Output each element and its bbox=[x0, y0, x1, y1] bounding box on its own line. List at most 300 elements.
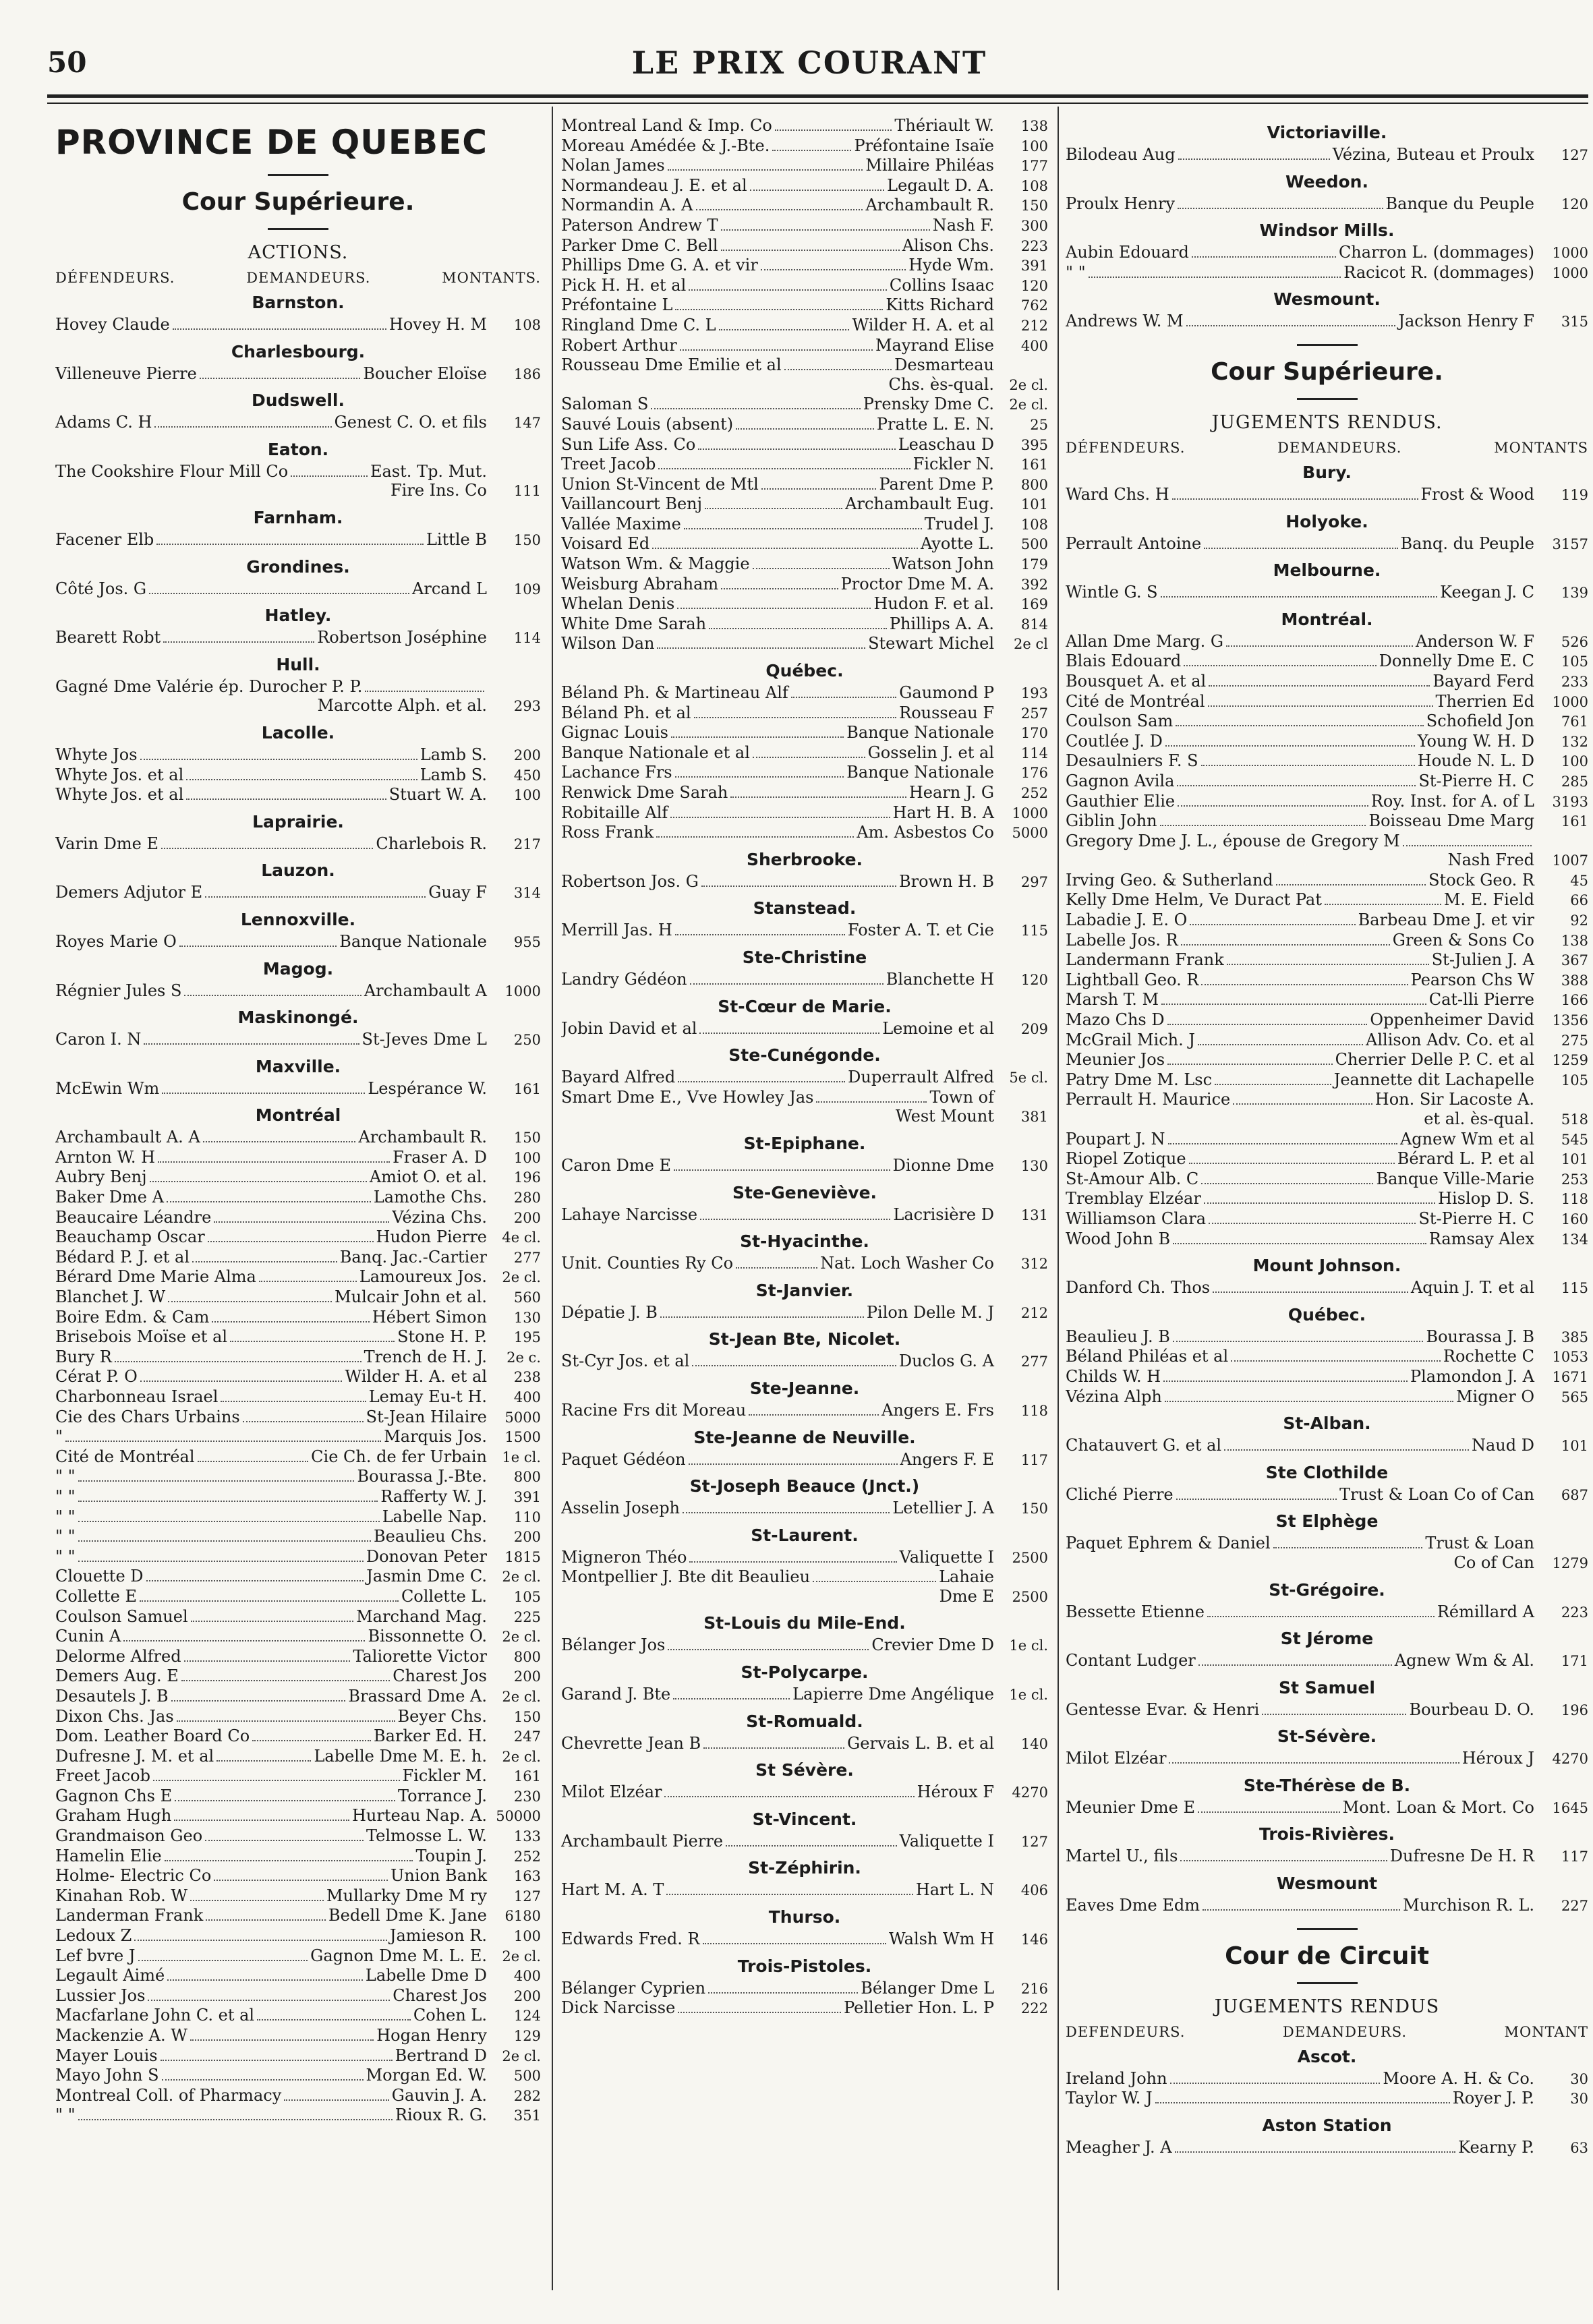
defendant: Hovey Claude bbox=[55, 315, 170, 334]
defendant: Villeneuve Pierre bbox=[55, 364, 197, 383]
table-row bbox=[561, 395, 1048, 415]
table-row bbox=[55, 1347, 541, 1368]
plaintiff: Green & Sons Co bbox=[1392, 930, 1534, 950]
location-heading: Melbourne. bbox=[1273, 560, 1381, 581]
defendant: Wood John B bbox=[1066, 1229, 1171, 1248]
table-row bbox=[55, 413, 541, 433]
defendant: Coulson Samuel bbox=[55, 1606, 188, 1626]
table-row bbox=[561, 116, 1048, 136]
amount: 800 bbox=[513, 1469, 541, 1486]
dot-leader bbox=[1178, 208, 1383, 209]
defendant: Cliché Pierre bbox=[1066, 1484, 1174, 1504]
dot-leader bbox=[1273, 1547, 1423, 1548]
amount: 127 bbox=[1561, 147, 1588, 163]
defendant: Milot Elzéar bbox=[561, 1782, 662, 1802]
dot-leader bbox=[651, 408, 860, 409]
amount: 114 bbox=[1020, 745, 1048, 761]
amount: 100 bbox=[513, 1928, 541, 1945]
table-row bbox=[1066, 832, 1588, 851]
amount: 280 bbox=[513, 1190, 541, 1207]
dot-leader bbox=[1155, 2102, 1450, 2103]
defendant: Facener Elb bbox=[55, 529, 154, 549]
defendant: Whyte Jos. et al bbox=[55, 785, 184, 805]
location-heading: St Jérome bbox=[1280, 1629, 1374, 1649]
defendant: " " bbox=[1066, 262, 1086, 282]
plaintiff: M. E. Field bbox=[1443, 890, 1534, 910]
location-heading: Ste-Cunégonde. bbox=[728, 1045, 881, 1066]
plaintiff: Vézina Chs. bbox=[392, 1207, 487, 1227]
plaintiff: Leaschau D bbox=[898, 434, 994, 454]
location-heading: Barnston. bbox=[252, 293, 345, 312]
amount: 120 bbox=[1020, 277, 1048, 294]
dot-leader bbox=[703, 1943, 887, 1944]
defendant: Vézina Alph bbox=[1066, 1387, 1162, 1406]
table-row bbox=[561, 1998, 1048, 2018]
amount: 131 bbox=[1020, 1207, 1048, 1223]
plaintiff: Hyde Wm. bbox=[908, 256, 994, 275]
amount: 1000 bbox=[1552, 245, 1588, 262]
dot-leader bbox=[736, 1267, 817, 1269]
plaintiff: Banque Nationale bbox=[846, 763, 994, 782]
amount: 238 bbox=[513, 1369, 541, 1386]
dot-leader bbox=[666, 1894, 913, 1895]
defendant: Graham Hugh bbox=[55, 1806, 172, 1826]
table-row bbox=[55, 1407, 541, 1428]
column-2 bbox=[561, 116, 1048, 2018]
short-rule bbox=[1297, 344, 1358, 346]
plaintiff: Agnew Wm & Al. bbox=[1394, 1651, 1534, 1671]
table-row bbox=[561, 276, 1048, 296]
location-heading: St Sévère. bbox=[755, 1760, 854, 1780]
defendant: Coulson Sam bbox=[1066, 711, 1174, 731]
location-heading: Mount Johnson. bbox=[1252, 1256, 1401, 1276]
dot-leader bbox=[1167, 1064, 1333, 1065]
defendant: Migneron Théo bbox=[561, 1547, 687, 1567]
table-row bbox=[55, 2066, 541, 2086]
plaintiff: Lamothe Chs. bbox=[373, 1188, 487, 1207]
dot-leader bbox=[736, 428, 874, 430]
table-row bbox=[55, 1627, 541, 1647]
amount: 160 bbox=[1561, 1211, 1588, 1227]
plaintiff: Donnelly Dme E. C bbox=[1379, 651, 1534, 671]
defendant: Gagné Dme Valérie ép. Durocher P. P. bbox=[55, 676, 363, 696]
defendant: Bérard Dme Marie Alma bbox=[55, 1267, 256, 1287]
defendant: Régnier Jules S bbox=[55, 981, 182, 1000]
plaintiff: Millaire Philéas bbox=[865, 156, 994, 175]
table-row bbox=[1066, 1700, 1588, 1720]
table-row bbox=[1066, 1209, 1588, 1229]
plaintiff: Banque du Peuple bbox=[1385, 194, 1534, 213]
defendant: Edwards Fred. R bbox=[561, 1929, 700, 1949]
dot-leader bbox=[753, 757, 865, 758]
location-heading: St-Sévère. bbox=[1277, 1726, 1377, 1747]
defendant: Weisburg Abraham bbox=[561, 574, 719, 593]
table-row-continuation bbox=[55, 481, 541, 501]
defendant: Bessette Etienne bbox=[1066, 1602, 1205, 1621]
table-row bbox=[55, 834, 541, 854]
defendant: St-Cyr Jos. et al bbox=[561, 1352, 690, 1371]
dot-leader bbox=[675, 934, 845, 935]
plaintiff: Banque Nationale bbox=[339, 931, 487, 951]
location-heading: Windsor Mills. bbox=[1259, 221, 1395, 241]
amount: 814 bbox=[1020, 616, 1048, 633]
defendant: " " bbox=[55, 1507, 76, 1526]
defendant: Robitaille Alf bbox=[561, 803, 668, 822]
location-heading: Lennoxville. bbox=[240, 909, 356, 929]
table-row bbox=[561, 136, 1048, 156]
location-heading: St Samuel bbox=[1279, 1677, 1375, 1697]
defendant: Paterson Andrew T bbox=[561, 215, 718, 235]
amount: 108 bbox=[1020, 177, 1048, 194]
amount: 200 bbox=[513, 1529, 541, 1546]
table-row bbox=[55, 1248, 541, 1268]
amount: 4270 bbox=[1012, 1784, 1048, 1801]
dot-leader bbox=[721, 229, 930, 231]
plaintiff: Rafferty W. J. bbox=[380, 1486, 487, 1506]
dot-leader bbox=[1180, 1860, 1387, 1861]
dot-leader bbox=[700, 1219, 890, 1220]
dot-leader bbox=[689, 1463, 898, 1465]
defendant: Cité de Montréal bbox=[55, 1447, 195, 1466]
plaintiff: Bedell Dme K. Jane bbox=[328, 1906, 487, 1925]
defendant: Cunin A bbox=[55, 1627, 121, 1646]
table-row bbox=[1066, 931, 1588, 951]
amount: 400 bbox=[1020, 337, 1048, 354]
short-rule bbox=[268, 228, 328, 230]
table-row bbox=[1066, 1485, 1588, 1505]
amount: 1000 bbox=[504, 983, 541, 999]
table-row bbox=[561, 1979, 1048, 1999]
table-row-continuation bbox=[561, 375, 1048, 395]
defendant: Adams C. H bbox=[55, 413, 152, 432]
defendant: Labadie J. E. O bbox=[1066, 910, 1188, 930]
amount: 315 bbox=[1561, 314, 1588, 330]
defendant: Beaucaire Léandre bbox=[55, 1207, 212, 1227]
plaintiff: Jackson Henry F bbox=[1398, 312, 1534, 331]
table-row bbox=[561, 1685, 1048, 1705]
defendant: Racine Frs dit Moreau bbox=[561, 1400, 747, 1420]
amount: 314 bbox=[513, 885, 541, 902]
defendant: Lachance Frs bbox=[561, 763, 672, 782]
amount: 1500 bbox=[504, 1429, 541, 1446]
plaintiff: Keegan J. C bbox=[1440, 583, 1534, 602]
location-heading: St-Alban. bbox=[1283, 1414, 1371, 1434]
plaintiff: Lapierre Dme Angélique bbox=[792, 1685, 994, 1704]
location-heading: Holyoke. bbox=[1285, 511, 1368, 531]
table-row bbox=[561, 872, 1048, 892]
defendant: Treet Jacob bbox=[561, 455, 656, 474]
amount: 2e cl. bbox=[502, 1748, 541, 1765]
plaintiff: Charest Jos bbox=[393, 1985, 487, 2005]
table-row bbox=[55, 1747, 541, 1767]
plaintiff: Young W. H. D bbox=[1417, 731, 1534, 751]
plaintiff: Telmosse L. W. bbox=[366, 1826, 487, 1846]
amount: 196 bbox=[513, 1169, 541, 1186]
defendant: Freet Jacob bbox=[55, 1766, 150, 1786]
plaintiff: Fraser A. D bbox=[393, 1147, 487, 1167]
amount: 252 bbox=[1020, 785, 1048, 801]
plaintiff: Gauvin J. A. bbox=[391, 2085, 487, 2105]
dot-leader bbox=[123, 1640, 365, 1642]
table-row bbox=[561, 743, 1048, 763]
table-row bbox=[561, 355, 1048, 375]
table-row bbox=[1066, 145, 1588, 165]
dot-leader bbox=[78, 1561, 364, 1562]
dot-leader bbox=[668, 169, 863, 171]
defendant: McEwin Wm bbox=[55, 1078, 160, 1098]
amount: 134 bbox=[1561, 1231, 1588, 1248]
dot-leader bbox=[1176, 725, 1423, 726]
location-heading: Maskinongé. bbox=[237, 1008, 359, 1028]
plaintiff: Prensky Dme C. bbox=[863, 395, 994, 414]
location-heading: St-Vincent. bbox=[752, 1809, 857, 1829]
plaintiff: Mulcair John et al. bbox=[335, 1287, 487, 1307]
defendant: Béland Ph. & Martineau Alf bbox=[561, 683, 788, 703]
defendant: Holme- Electric Co bbox=[55, 1866, 212, 1886]
defendant: Meagher J. A bbox=[1066, 2137, 1172, 2157]
plaintiff: Hearn J. G bbox=[908, 783, 994, 802]
table-row bbox=[1066, 1030, 1588, 1051]
table-row bbox=[561, 1019, 1048, 1039]
plaintiff: Genest C. O. et fils bbox=[334, 413, 487, 432]
dot-leader bbox=[677, 608, 871, 609]
plaintiff: Racicot R. (dommages) bbox=[1343, 262, 1534, 282]
amount: 293 bbox=[513, 698, 541, 715]
plaintiff: Hudon F. et al. bbox=[873, 594, 994, 614]
dot-leader bbox=[689, 289, 887, 291]
dot-leader bbox=[775, 129, 892, 131]
dot-leader bbox=[1161, 1004, 1426, 1005]
defendant: Mackenzie A. W bbox=[55, 2026, 187, 2045]
defendant: Caron I. N bbox=[55, 1030, 142, 1049]
amount: 1815 bbox=[504, 1548, 541, 1565]
dot-leader bbox=[1184, 665, 1376, 666]
amount: 139 bbox=[1561, 585, 1588, 602]
location-heading: St-Romuald. bbox=[746, 1711, 863, 1731]
table-row bbox=[561, 634, 1048, 654]
table-row bbox=[561, 1254, 1048, 1274]
dot-leader bbox=[1165, 745, 1415, 747]
amount: 109 bbox=[513, 581, 541, 598]
amount: 2e cl. bbox=[1009, 397, 1048, 413]
table-row bbox=[561, 554, 1048, 575]
table-row bbox=[1066, 263, 1588, 283]
dot-leader bbox=[1178, 158, 1330, 160]
defendant: Ringland Dme C. L bbox=[561, 315, 716, 335]
defendant: Milot Elzéar bbox=[1066, 1749, 1167, 1768]
location-heading: Ste-Thérèse de B. bbox=[1243, 1775, 1411, 1795]
location-heading: Ste-Jeanne de Neuville. bbox=[693, 1427, 916, 1447]
plaintiff: Fickler N. bbox=[913, 455, 994, 474]
location-heading: Ste-Jeanne. bbox=[749, 1378, 860, 1398]
plaintiff: Archambault A bbox=[364, 981, 487, 1000]
plaintiff: Banque Ville-Marie bbox=[1376, 1169, 1534, 1188]
location-heading: Sherbrooke. bbox=[746, 849, 863, 869]
plaintiff: Roy. Inst. for A. of L bbox=[1370, 791, 1534, 811]
amount: 1000 bbox=[1552, 264, 1588, 281]
defendant: Gignac Louis bbox=[561, 723, 668, 743]
plaintiff: Town of bbox=[929, 1087, 994, 1107]
defendant: Bilodeau Aug bbox=[1066, 145, 1176, 164]
table-row bbox=[1066, 692, 1588, 712]
column-headers bbox=[1066, 440, 1588, 456]
plaintiff: Dufresne De H. R bbox=[1389, 1847, 1534, 1866]
dot-leader bbox=[675, 309, 883, 310]
location-heading: Ste-Geneviève. bbox=[732, 1182, 877, 1202]
dot-leader bbox=[701, 885, 896, 887]
dot-leader bbox=[668, 1649, 869, 1650]
amount: 250 bbox=[513, 1032, 541, 1049]
plaintiff: Moore A. H. & Co. bbox=[1383, 2068, 1534, 2088]
amount: 216 bbox=[1020, 1980, 1048, 1997]
plaintiff: Charlebois R. bbox=[376, 834, 487, 853]
dot-leader bbox=[65, 1441, 381, 1442]
plaintiff: Taliorette Victor bbox=[353, 1646, 487, 1666]
plaintiff: Pratte L. E. N. bbox=[876, 414, 994, 434]
plaintiff: Robertson Joséphine bbox=[317, 628, 487, 647]
defendant: Ward Chs. H bbox=[1066, 484, 1169, 504]
plaintiff: Houde N. L. D bbox=[1417, 751, 1534, 771]
defendant: Tremblay Elzéar bbox=[1066, 1189, 1201, 1209]
location-heading: Ste Clothilde bbox=[1265, 1462, 1389, 1482]
dot-leader bbox=[184, 995, 361, 996]
defendant: Bury R bbox=[55, 1347, 112, 1366]
defendant: Clouette D bbox=[55, 1567, 144, 1586]
amount: 275 bbox=[1561, 1032, 1588, 1049]
plaintiff: Anderson W. F bbox=[1415, 631, 1534, 651]
plaintiff: Labelle Nap. bbox=[382, 1507, 487, 1526]
defendant: Perrault Antoine bbox=[1066, 533, 1202, 553]
amount: 500 bbox=[1020, 536, 1048, 553]
dot-leader bbox=[784, 369, 892, 370]
table-row bbox=[55, 579, 541, 600]
amount: 2e cl. bbox=[502, 1269, 541, 1286]
table-row bbox=[561, 196, 1048, 216]
column-divider bbox=[552, 107, 553, 2290]
plaintiff: Stock Geo. R bbox=[1428, 870, 1534, 890]
defendant: Phillips Dme G. A. et vir bbox=[561, 256, 758, 275]
location-heading: Laprairie. bbox=[252, 811, 344, 832]
plaintiff: Vézina, Buteau et Proulx bbox=[1332, 145, 1534, 164]
plaintiff: Lamoureux Jos. bbox=[359, 1267, 487, 1287]
defendant: Landermann Frank bbox=[1066, 950, 1224, 970]
table-row bbox=[1066, 990, 1588, 1010]
plaintiff: St-Jeves Dme L bbox=[361, 1030, 487, 1049]
table-row bbox=[1066, 1651, 1588, 1671]
table-row bbox=[561, 475, 1048, 495]
amount: 4270 bbox=[1552, 1751, 1588, 1768]
section-subtitle: JUGEMENTS RENDUS. bbox=[1211, 411, 1443, 433]
amount: 120 bbox=[1561, 196, 1588, 212]
amount: 1000 bbox=[1552, 693, 1588, 710]
location-heading: Montréal bbox=[255, 1105, 341, 1126]
dot-leader bbox=[177, 1720, 395, 1722]
defendant: Dick Narcisse bbox=[561, 1998, 676, 2018]
defendant: Nolan James bbox=[561, 156, 665, 175]
plaintiff: Bérard L. P. et al bbox=[1397, 1149, 1534, 1169]
amount: 200 bbox=[513, 1987, 541, 2004]
dot-leader bbox=[1089, 277, 1341, 278]
table-row-continuation bbox=[561, 1107, 1048, 1127]
amount: 5000 bbox=[1012, 825, 1048, 842]
dot-leader bbox=[181, 1680, 390, 1681]
plaintiff: Proctor Dme M. A. bbox=[840, 574, 994, 593]
plaintiff: Legault D. A. bbox=[887, 175, 994, 195]
defendant: Whyte Jos bbox=[55, 745, 138, 764]
defendant: Bousquet A. et al bbox=[1066, 671, 1207, 691]
defendant: Bearett Robt bbox=[55, 628, 161, 647]
defendant: Chatauvert G. et al bbox=[1066, 1436, 1222, 1455]
dot-leader bbox=[1204, 548, 1397, 549]
amount: 111 bbox=[513, 483, 541, 500]
defendant: Caron Dme E bbox=[561, 1155, 672, 1175]
amount: 200 bbox=[513, 747, 541, 763]
defendant: Pick H. H. et al bbox=[561, 275, 687, 295]
plaintiff: Wilder H. A. et al bbox=[852, 315, 994, 335]
plaintiff: St-Pierre H. C bbox=[1418, 771, 1534, 790]
amount: 118 bbox=[1020, 1402, 1048, 1419]
table-row bbox=[55, 1128, 541, 1148]
defendant: Gregory Dme J. L., épouse de Gregory M bbox=[1066, 831, 1400, 850]
defendant: Labelle Jos. R bbox=[1066, 930, 1178, 950]
table-row bbox=[55, 677, 541, 697]
dot-leader bbox=[670, 817, 890, 818]
plaintiff: Cat-lli Pierre bbox=[1428, 990, 1534, 1010]
plaintiff: Archambault Eug. bbox=[845, 494, 994, 514]
defendant: Merrill Jas. H bbox=[561, 921, 672, 940]
table-row bbox=[55, 1726, 541, 1747]
amount: 30 bbox=[1570, 2091, 1588, 2108]
plaintiff: Torrance J. bbox=[398, 1786, 487, 1805]
plaintiff: Amiot O. et al. bbox=[369, 1167, 487, 1187]
dot-leader bbox=[150, 1181, 367, 1182]
defendant: Gentesse Evar. & Henri bbox=[1066, 1700, 1260, 1719]
dot-leader bbox=[140, 1600, 399, 1602]
plaintiff: Cohen L. bbox=[413, 2006, 487, 2025]
location-heading: Victoriaville. bbox=[1267, 123, 1387, 142]
dot-leader bbox=[692, 1365, 896, 1366]
page-header bbox=[47, 42, 1571, 89]
table-row bbox=[55, 1666, 541, 1687]
table-row bbox=[55, 1327, 541, 1347]
defendant: St-Amour Alb. C bbox=[1066, 1169, 1199, 1188]
plaintiff: Little B bbox=[426, 529, 487, 549]
amount: 105 bbox=[513, 1588, 541, 1605]
table-row bbox=[1066, 772, 1588, 792]
dot-leader bbox=[690, 983, 884, 985]
amount: 66 bbox=[1570, 892, 1588, 909]
table-row bbox=[1066, 194, 1588, 214]
amount: 285 bbox=[1561, 773, 1588, 790]
dot-leader bbox=[78, 1521, 380, 1522]
plaintiff: Stone H. P. bbox=[397, 1327, 487, 1347]
dot-leader bbox=[365, 691, 484, 692]
location-heading: St-Grégoire. bbox=[1269, 1579, 1385, 1600]
amount: 105 bbox=[1561, 1072, 1588, 1088]
amount: 4e cl. bbox=[502, 1229, 541, 1246]
dot-leader bbox=[1207, 1616, 1435, 1617]
location-heading: Wesmount. bbox=[1273, 289, 1381, 310]
plaintiff: Lespérance W. bbox=[368, 1078, 487, 1098]
table-row bbox=[561, 236, 1048, 256]
dot-leader bbox=[208, 1241, 374, 1242]
table-row bbox=[55, 1387, 541, 1407]
table-row bbox=[1066, 732, 1588, 752]
location-heading: Stanstead. bbox=[753, 898, 857, 919]
amount: 45 bbox=[1570, 872, 1588, 889]
dot-leader bbox=[148, 2000, 390, 2001]
plaintiff: Blanchette H bbox=[886, 969, 994, 989]
